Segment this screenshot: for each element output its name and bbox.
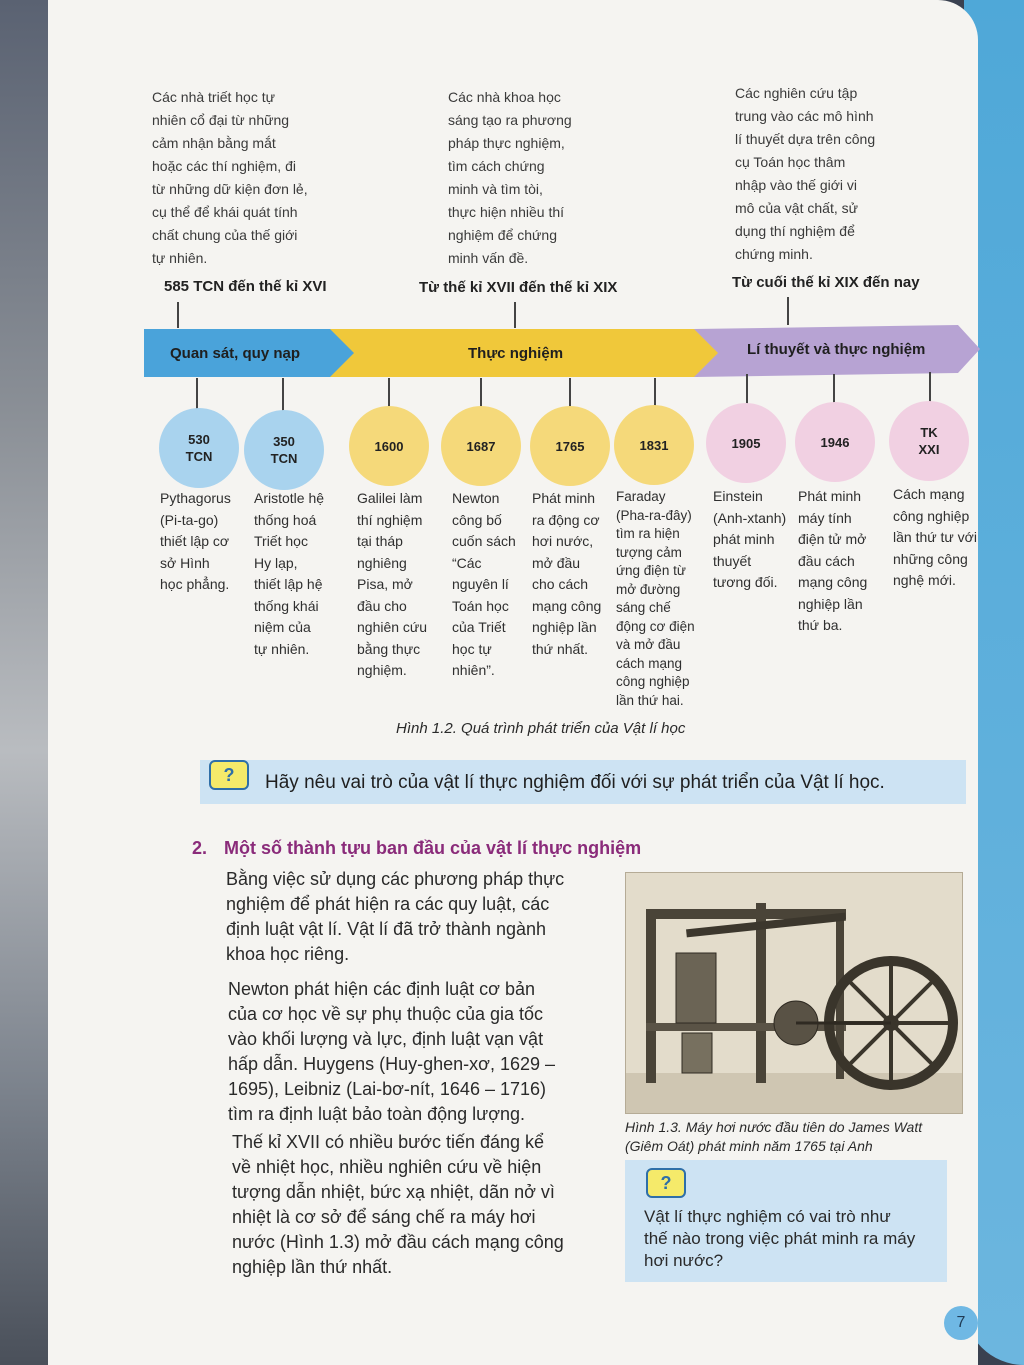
milestone-text-tk-xxi [893,484,985,592]
text-line: thống hoá [254,511,317,528]
text-line: học phẳng. [160,576,230,592]
band-label-3: Lí thuyết và thực nghiệm [747,340,926,358]
text-line: về nhiệt học, nhiều nghiên cứu về hiện [232,1157,542,1177]
year-text: 1600 [374,438,404,454]
text-line: Các nhà khoa học [448,89,561,105]
text-line: và mở đầu [616,637,681,652]
text-line: nghiêng [357,554,407,571]
text-line: từ những dữ kiện đơn lẻ, [152,181,308,197]
text-line: hơi nước? [644,1251,724,1270]
text-line: nghiệm. [357,662,407,678]
paragraph-3 [232,1130,602,1280]
milestone-text-350-tcn [254,488,352,660]
text-line: nghiệm để phát hiện ra các quy luật, các [226,894,550,914]
page-number: 7 [944,1306,978,1340]
text-line: cụ Toán học thâm [735,154,846,170]
steam-engine-image [625,872,963,1114]
year-text: 1687 [466,438,496,454]
milestone-text-1765 [532,488,614,660]
text-line: thứ ba. [798,617,843,633]
year-circle-1765 [530,406,610,486]
text-line: thực hiện nhiều thí [448,204,565,220]
text-line: Pisa, mở [357,576,413,592]
text-line: Hình 1.3. Máy hơi nước đầu tiên do James Watt [625,1119,923,1135]
text-line: tìm ra định luật bảo toàn động lượng. [228,1104,526,1124]
text-line: tìm cách chứng [448,158,545,174]
text-line: 1695), Leibniz (Lai-bơ-nít, 1646 – 1716) [228,1079,547,1099]
question-icon: ? [646,1168,686,1198]
year-text: XXI [918,442,940,457]
question-2-text [644,1206,944,1272]
text-line: của cơ học về sự phụ thuộc của gia tốc [228,1004,544,1024]
text-line: cho cách [532,576,589,592]
text-line: Cách mạng [893,486,965,502]
figure-caption-1-2: Hình 1.2. Quá trình phát triển của Vật lí học [396,720,686,737]
text-line: nhập vào thế giới vi [735,177,858,193]
year-text: 350 [273,434,295,449]
section-number: 2. [192,838,208,858]
band-label-2: Thực nghiệm [468,344,564,362]
text-line: (Anh-xtanh) [713,509,787,526]
text-line: mở đường [616,581,681,597]
text-line: phát minh [713,531,775,547]
text-line: bằng thực [357,640,421,657]
year-circle-tk-xxi [889,401,969,481]
milestone-text-1600 [357,488,447,682]
text-line: sáng tạo ra phương [448,112,572,128]
text-line: học tự [452,640,492,657]
text-line: trung vào các mô hình [735,108,874,124]
text-line: Các nhà triết học tự [152,89,275,105]
text-line: Einstein [713,488,763,504]
text-line: nhiên”. [452,662,495,678]
text-line: nhiên cổ đại từ những [152,112,290,128]
year-circle-1905 [706,403,786,483]
text-line: Bằng việc sử dụng các phương pháp thực [226,869,565,889]
text-line: niệm của [254,619,311,635]
text-line: Newton [452,490,500,506]
text-line: của Triết [452,619,506,635]
text-line: hơi nước, [532,533,594,549]
text-line: tương đối. [713,574,778,590]
text-line: định luật vật lí. Vật lí đã trở thành ngành [226,919,547,939]
year-text: TCN [185,449,213,464]
text-line: cuốn sách [452,533,516,549]
year-text: 1765 [555,438,585,454]
text-line: điện tử mở [798,531,867,547]
text-line: Hy lạp, [254,554,298,571]
year-circle-1600 [349,406,429,486]
text-line: Thế kỉ XVII có nhiều bước tiến đáng kể [232,1132,545,1152]
text-line: nhiệt là cơ sở để sáng chế ra máy hơi [232,1207,536,1227]
text-line: mạng công [532,597,602,614]
text-line: minh và tìm tòi, [448,181,543,197]
year-circle-1687 [441,406,521,486]
text-line: chứng minh. [735,246,813,262]
text-line: mô của vật chất, sử [735,200,858,216]
text-line: đầu cách [798,552,855,569]
era-description-3 [735,82,935,266]
text-line: tìm ra hiện [616,526,680,541]
question-icon: ? [209,760,249,790]
text-line: (Giêm Oát) phát minh năm 1765 tại Anh [625,1138,873,1154]
text-line: công nghiệp [616,674,690,689]
milestone-text-530-tcn [160,488,252,596]
text-line: Galilei làm [357,490,423,506]
text-line: cách mạng [616,655,683,671]
year-text: TK [920,425,938,440]
text-line: nghiên cứu [357,619,428,635]
era-title-2: Từ thế kỉ XVII đến thế kỉ XIX [419,279,618,296]
year-text: 530 [188,432,210,447]
year-circle-350-tcn [244,410,324,490]
era-tick [787,297,789,325]
text-line: thiết lập cơ [160,533,230,549]
question-1-text: Hãy nêu vai trò của vật lí thực nghiệm đối với sự phát triển của Vật lí học. [265,772,885,793]
text-line: tự nhiên. [152,250,208,266]
text-line: động cơ điện [616,618,695,634]
text-line: thí nghiệm [357,511,423,528]
text-line: lần thứ tư với [893,529,977,545]
era-title-3: Từ cuối thế kỉ XIX đến nay [732,274,920,291]
text-line: nghệ mới. [893,572,956,588]
text-line: dụng thí nghiệm để [735,223,855,239]
text-line: tự nhiên. [254,640,310,657]
text-line: Vật lí thực nghiệm có vai trò như [644,1207,891,1226]
text-line: Phát minh [798,488,862,504]
era-title-1: 585 TCN đến thế kỉ XVI [164,278,327,295]
text-line: công bố [452,511,502,528]
band-label-1: Quan sát, quy nạp [170,344,301,362]
text-line: Phát minh [532,490,596,506]
milestone-text-1905 [713,486,799,594]
text-line: tượng cảm [616,544,682,560]
text-line: thế nào trong việc phát minh ra máy [644,1229,916,1248]
text-line: thuyết [713,552,752,569]
text-line: Toán học [452,597,509,614]
paragraph-1 [226,867,596,967]
era-description-1 [152,86,352,270]
text-line: hấp dẫn. Huygens (Huy-ghen-xơ, 1629 – [228,1054,556,1074]
text-line: tượng dẫn nhiệt, bức xạ nhiệt, dãn nở vì [232,1182,555,1202]
text-line: Triết học [254,533,308,549]
text-line: thống khái [254,597,319,614]
text-line: Pythagorus [160,490,231,506]
text-line: sáng chế [616,600,671,615]
text-line: Các nghiên cứu tập [735,85,858,101]
year-text: 1905 [731,435,761,451]
text-line: ứng điện từ [616,563,686,578]
text-line: công nghiệp [893,507,970,524]
text-line: hoặc các thí nghiệm, đi [152,158,296,174]
year-text: 1831 [639,437,669,453]
text-line: cụ thể để khái quát tính [152,204,298,220]
paragraph-2 [228,977,598,1127]
text-line: minh vấn đề. [448,250,529,266]
text-line: vào khối lượng và lực, định luật vạn vật [228,1029,544,1049]
text-line: pháp thực nghiệm, [448,135,565,151]
text-line: “Các [452,554,482,571]
milestone-text-1831 [616,488,712,710]
text-line: Faraday [616,489,666,504]
text-line: mạng công [798,574,868,590]
section-title: Một số thành tựu ban đầu của vật lí thực nghiệm [224,838,642,858]
text-line: nghiệp lần thứ nhất. [232,1257,393,1277]
text-line: Newton phát hiện các định luật cơ bản [228,979,536,999]
text-line: (Pha-ra-đây) [616,507,692,523]
year-circle-530-tcn [159,408,239,488]
text-line: lần thứ hai. [616,692,684,708]
text-line: nghiệm để chứng [448,227,557,243]
text-line: nghiệp lần [532,619,597,635]
text-line: tại tháp [357,533,403,549]
year-circle-1946 [795,402,875,482]
text-line: chất chung của thế giới [152,227,298,243]
text-line: ra động cơ [532,511,600,528]
text-line: những công [893,550,968,567]
steam-engine-illustration [626,873,963,1114]
era-description-2 [448,86,648,270]
text-line: lí thuyết dựa trên công [735,131,876,147]
text-line: (Pi-ta-go) [160,511,219,528]
text-line: khoa học riêng. [226,944,350,964]
text-line: đầu cho [357,597,407,614]
text-line: nghiệp lần [798,595,863,612]
year-text: TCN [270,451,298,466]
year-text: 1946 [820,434,850,450]
year-circle-1831 [614,405,694,485]
milestone-text-1687 [452,488,532,682]
text-line: Aristotle hệ [254,490,325,506]
text-line: nguyên lí [452,576,509,592]
text-line: sở Hình [160,554,210,571]
text-line: thiết lập hệ [254,576,323,592]
text-line: thứ nhất. [532,640,589,657]
milestone-text-1946 [798,486,886,637]
text-line: mở đầu [532,554,581,571]
text-line: nước (Hình 1.3) mở đầu cách mạng công [232,1232,564,1252]
text-line: cảm nhận bằng mắt [152,135,276,151]
figure-caption-1-3 [625,1118,922,1156]
text-line: máy tính [798,509,852,526]
